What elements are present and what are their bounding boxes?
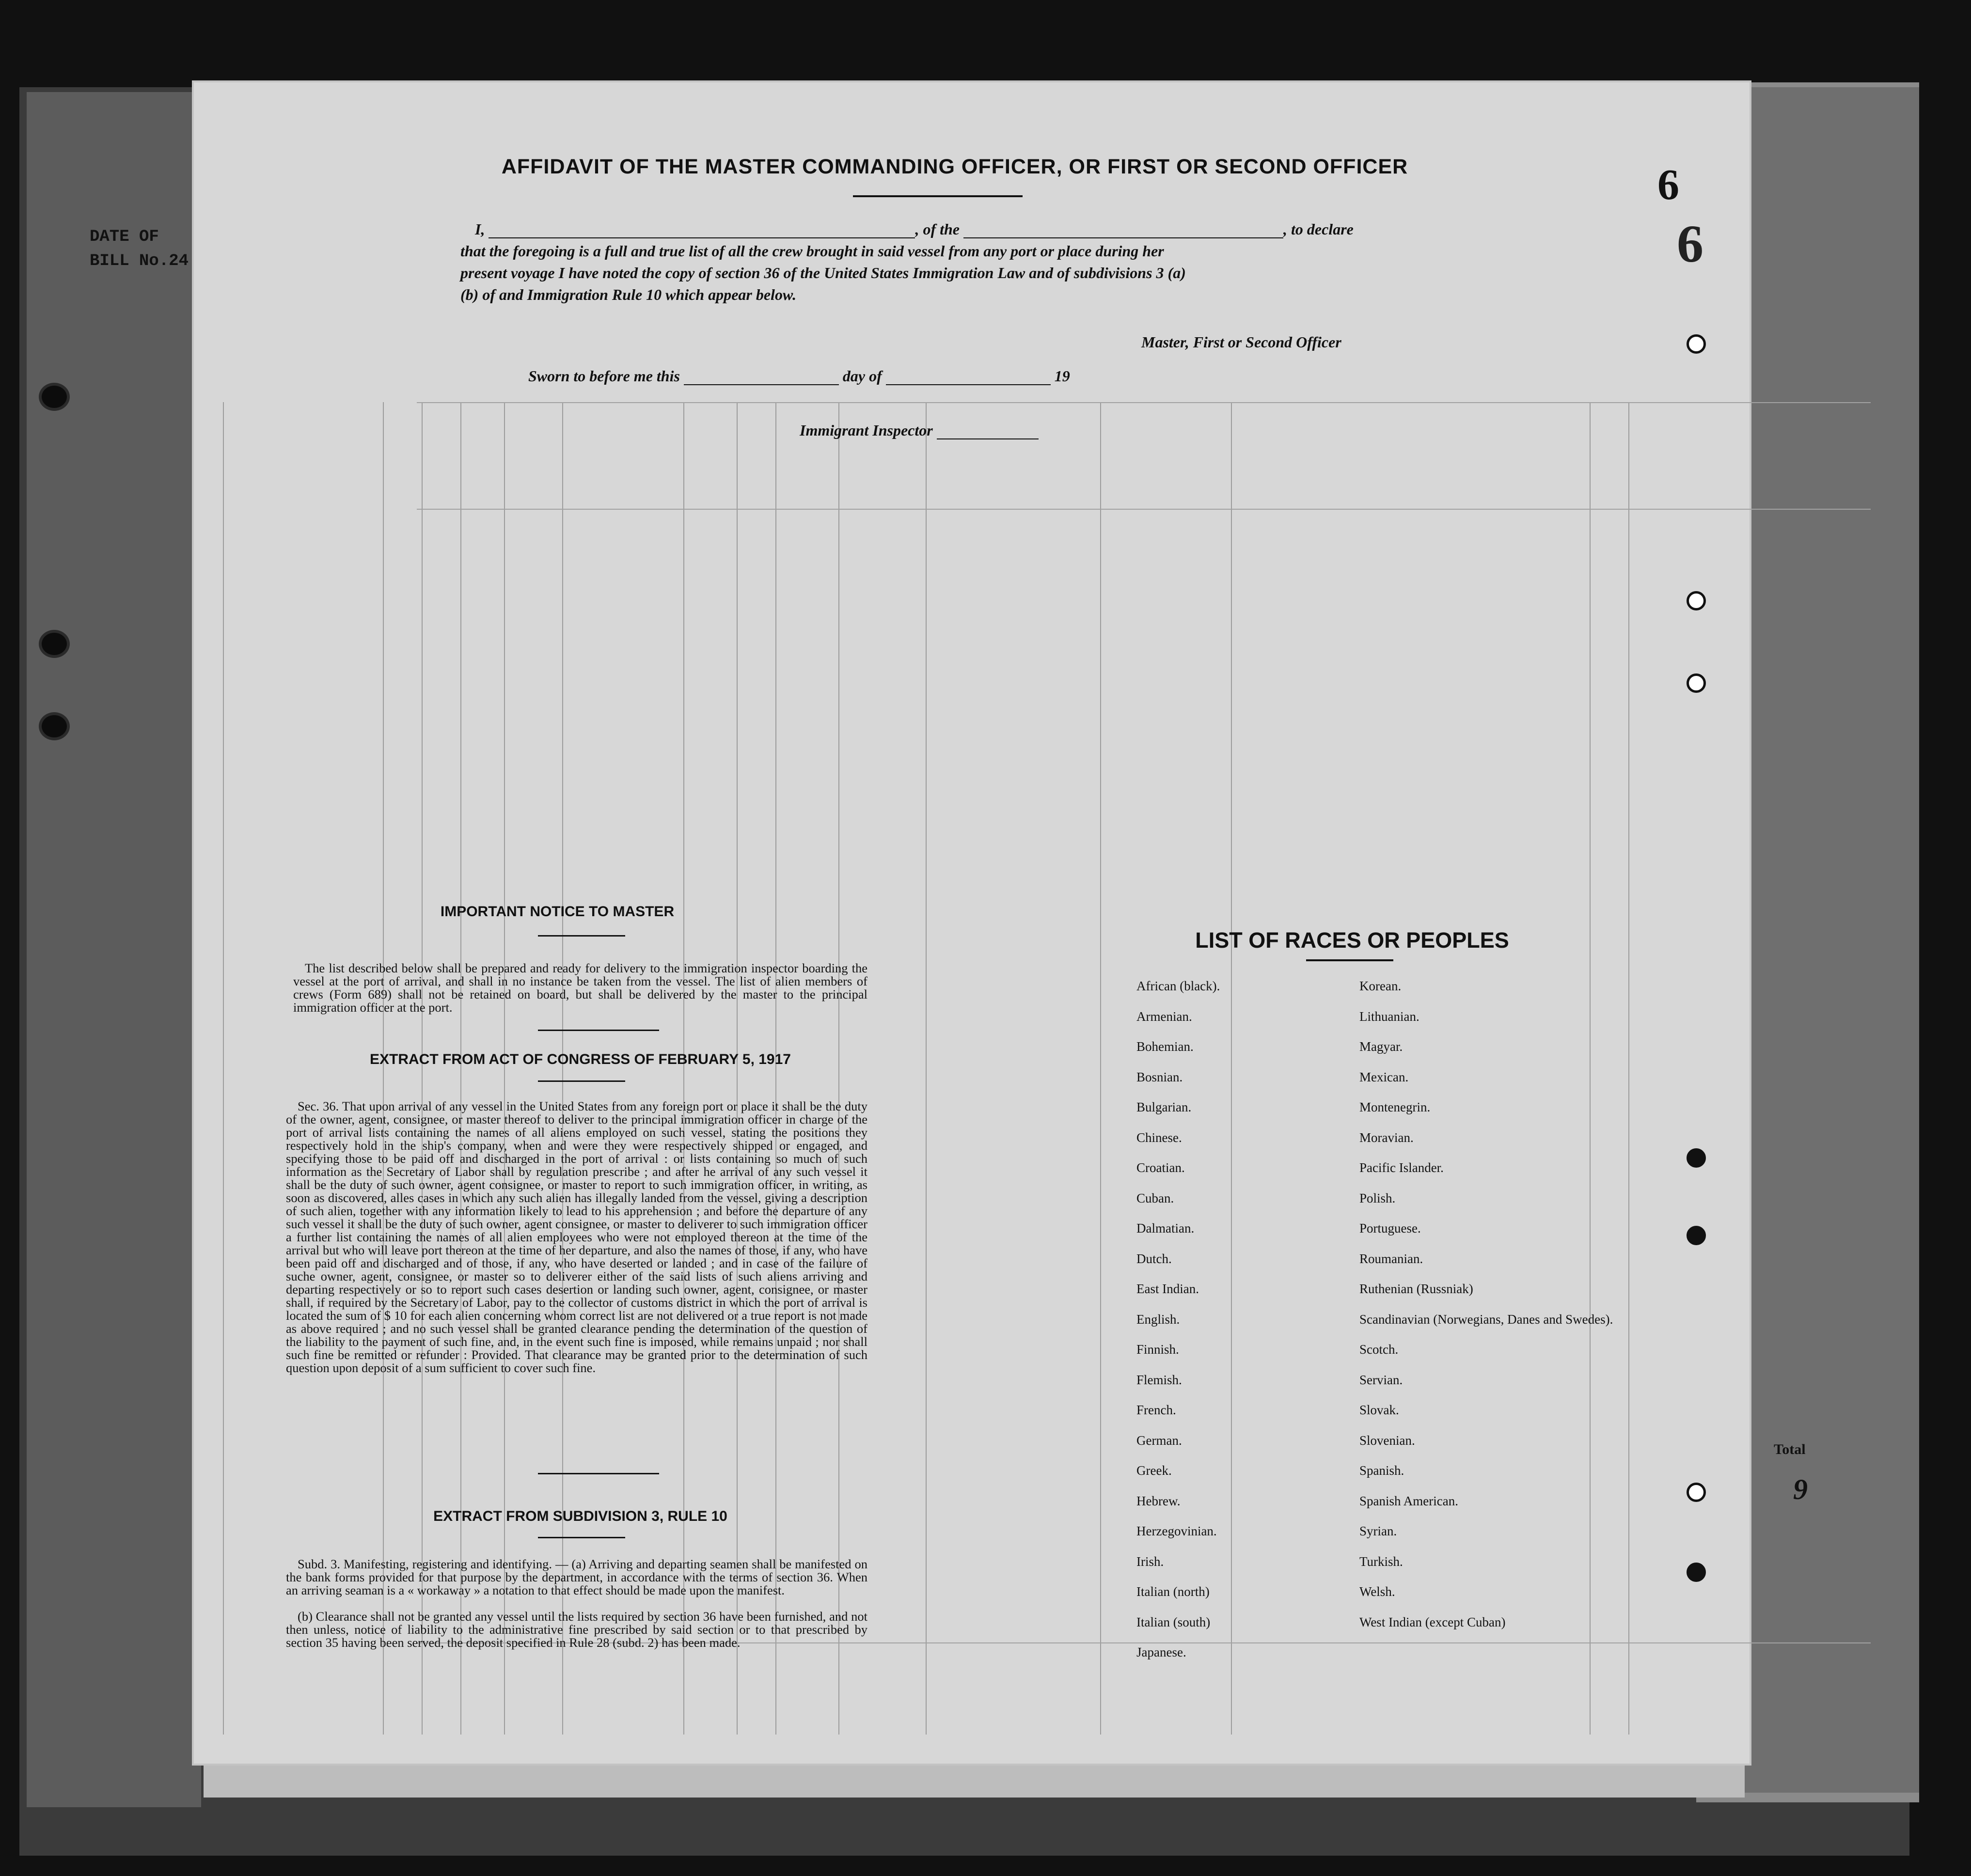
rule-body-b: (b) Clearance shall not be granted any vessel until the lists required by section 36 have been furnished, and not then unless, notice of liability to the administrative fine prescribed by said section or to that prescribed by section 35 having been served, the deposit specified in Rule 28 (subd. 2) has been made.: [286, 1609, 867, 1650]
signature-label: Master, First or Second Officer: [1141, 333, 1341, 351]
rule-body-a: Subd. 3. Manifesting, registering and identifying. — (a) Arriving and departing seamen shall be manifested on the bank forms provided for that purpose by the department, in accordance with the terms of section 36. When an arriving seaman is a « workaway » a notation to that effect should be made upon the manifest.: [286, 1557, 867, 1597]
race-item: Ruthenian (Russniak): [1359, 1282, 1473, 1296]
act-rule: [538, 1080, 625, 1082]
affidavit-line-3: present voyage I have noted the copy of section 36 of the United States Immigration Law and of subdivisions 3 (a): [460, 264, 1186, 281]
race-item: Bohemian.: [1136, 1039, 1194, 1054]
notice-body: The list described below shall be prepared and ready for delivery to the immigration inspector boarding the vessel at the port of arrival, and shall in no instance be taken from the vessel. The list of alien members of crews (Form 689) shall not be retained on board, but shall be delivered by the master to the principal immigration officer at the port.: [293, 961, 867, 1015]
act-rule-2: [538, 1473, 659, 1474]
underlying-sheet-edge: [1725, 87, 1919, 1793]
vessel-blank: [963, 237, 1283, 238]
race-item: African (black).: [1136, 979, 1220, 993]
race-item: Welsh.: [1359, 1584, 1395, 1599]
race-item: Magyar.: [1359, 1039, 1403, 1054]
rule-heading: EXTRACT FROM SUBDIVISION 3, RULE 10: [433, 1508, 727, 1524]
race-item: Greek.: [1136, 1463, 1172, 1478]
binder-hole: [39, 630, 70, 658]
month-blank: [886, 384, 1051, 385]
notice-heading: IMPORTANT NOTICE TO MASTER: [440, 904, 675, 920]
race-item: Turkish.: [1359, 1554, 1403, 1569]
binder-hole: [39, 712, 70, 740]
race-item: Moravian.: [1359, 1130, 1414, 1145]
race-item: Finnish.: [1136, 1342, 1179, 1357]
race-item: Servian.: [1359, 1372, 1403, 1387]
sworn-year: 19: [1054, 367, 1070, 385]
line1-prefix: I,: [475, 220, 485, 238]
affidavit-line-1: [475, 220, 1354, 238]
race-item: Dutch.: [1136, 1251, 1172, 1266]
race-item: West Indian (except Cuban): [1359, 1614, 1506, 1629]
race-item: Bulgarian.: [1136, 1100, 1192, 1114]
affidavit-line-2: that the foregoing is a full and true list of all the crew brought in said vessel from any port or place during her: [460, 242, 1164, 260]
punch-mark: [1687, 591, 1706, 610]
race-item: Herzegovinian.: [1136, 1524, 1217, 1538]
race-item: Hebrew.: [1136, 1493, 1181, 1508]
race-item: Pacific Islander.: [1359, 1160, 1444, 1175]
races-title: LIST OF RACES OR PEOPLES: [1195, 928, 1509, 953]
binder-hole: [39, 383, 70, 411]
notice-rule-2: [538, 1030, 659, 1031]
race-item: Dalmatian.: [1136, 1221, 1195, 1235]
rule-rule: [538, 1537, 625, 1538]
race-item: Scotch.: [1359, 1342, 1399, 1357]
name-blank: [489, 237, 915, 238]
line1-middle: , of the: [915, 220, 960, 238]
race-item: Syrian.: [1359, 1524, 1397, 1538]
races-left-column: [1136, 979, 1220, 1675]
race-item: East Indian.: [1136, 1282, 1199, 1296]
race-item: Korean.: [1359, 979, 1402, 993]
affidavit-title: AFFIDAVIT OF THE MASTER COMMANDING OFFICER, OR FIRST OR SECOND OFFICER: [501, 155, 1408, 178]
race-item: Japanese.: [1136, 1645, 1186, 1659]
race-item: Italian (south): [1136, 1614, 1211, 1629]
total-value: 9: [1793, 1473, 1808, 1505]
race-item: Mexican.: [1359, 1069, 1409, 1084]
race-item: Scandinavian (Norwegians, Danes and Swedes).: [1359, 1312, 1613, 1327]
notice-rule: [538, 935, 625, 937]
act-heading: EXTRACT FROM ACT OF CONGRESS OF FEBRUARY 5, 1917: [370, 1051, 791, 1067]
race-item: Chinese.: [1136, 1130, 1182, 1145]
race-item: Armenian.: [1136, 1009, 1192, 1024]
title-rule: [853, 195, 1023, 197]
punch-mark: [1687, 1483, 1706, 1502]
inspector-blank: [937, 438, 1039, 439]
race-item: Spanish.: [1359, 1463, 1404, 1478]
race-item: Flemish.: [1136, 1372, 1182, 1387]
race-item: Spanish American.: [1359, 1493, 1458, 1508]
binder-strip: [27, 92, 201, 1807]
race-item: Bosnian.: [1136, 1069, 1183, 1084]
race-item: German.: [1136, 1433, 1182, 1448]
race-item: French.: [1136, 1403, 1176, 1417]
punch-mark: [1687, 673, 1706, 693]
sworn-line: [528, 367, 1070, 385]
race-item: Polish.: [1359, 1190, 1396, 1205]
punch-mark: [1687, 1226, 1706, 1245]
punch-mark: [1687, 334, 1706, 354]
punch-mark: [1687, 1148, 1706, 1168]
race-item: Lithuanian.: [1359, 1009, 1419, 1024]
race-item: Portuguese.: [1359, 1221, 1421, 1235]
race-item: Slovenian.: [1359, 1433, 1415, 1448]
punch-mark: [1687, 1563, 1706, 1582]
race-item: Montenegrin.: [1359, 1100, 1431, 1114]
race-item: English.: [1136, 1312, 1180, 1327]
races-right-column: [1359, 979, 1613, 1645]
race-item: Cuban.: [1136, 1190, 1174, 1205]
inspector-label: Immigrant Inspector: [800, 422, 933, 439]
race-item: Slovak.: [1359, 1403, 1399, 1417]
affidavit-line-4: (b) of and Immigration Rule 10 which appear below.: [460, 286, 797, 303]
act-body: Sec. 36. That upon arrival of any vessel in the United States from any foreign port or place it shall be the duty of the owner, agent, consignee, or master thereof to deliver to the principal immigration officer in charge of the port of arrival lists containing the names of all aliens employed on such vessel, stating the positions they respectively hold in the ship's company, when and were they were respectively shipped or engaged, and specifying those to be paid off and discharged in the port of arrival : or lists containing so much of such information as the Secretary of Labor shall by regulation prescribe ; and after he arrival of any such vessel it shall be the duty of such owner, agent consignee, or master to report to such immigration officer, in writing, as soon as discovered, alles cases in which any such alien has illegally landed from the vessel, giving a description of such alien, together with any information likely to lead to his apprehension ; and before the departure of any such vessel it shall be the duty of such owner, agent consignee, or master to deliverer to such immigration officer a further list containing the names of all alien employees who were not employed thereon at the time of the arrival but who will leave port thereon at the time of her departure, and also the names of those, if any, who have been paid off and discharged and of those, if any, who have deserted or landed ; and in case of the failure of suche owner, agent, consignee, or master so to deliverer either of the said lists of such aliens arriving and departing respectively or so to report such cases desertion or landing such owner, agent, consignee, or master shall, if required by the Secretary of Labor, pay to the collector of customs district in which the port of arrival is located the sum of $ 10 for each alien concerning whom correct list are not delivered or a true report is not made as above required ; and no such vessel shall be granted clearance pending the determination of the question of the liability to the payment of such fine, and, in the event such fine is imposed, while remains unpaid ; nor shall such fine be remitted or refunder : Provided. That clearance may be granted prior to the determination of such question upon deposit of a sum sufficient to cover such fine.: [286, 1099, 867, 1375]
day-blank: [684, 384, 839, 385]
race-item: Roumanian.: [1359, 1251, 1423, 1266]
handwritten-number: 6: [1657, 161, 1679, 209]
handwritten-mark: 6: [1677, 214, 1703, 273]
sworn-prefix: Sworn to before me this: [528, 367, 680, 385]
race-item: Croatian.: [1136, 1160, 1185, 1175]
races-rule: [1306, 959, 1393, 961]
total-label: Total: [1774, 1441, 1806, 1457]
line1-suffix: , to declare: [1283, 220, 1354, 238]
race-item: Italian (north): [1136, 1584, 1210, 1599]
sworn-day-of: day of: [842, 367, 882, 385]
inspector-line: [800, 422, 1039, 439]
race-item: Irish.: [1136, 1554, 1164, 1569]
stamp-date: DATE OF: [90, 228, 159, 246]
stamp-bill: BILL No.24: [90, 252, 189, 270]
